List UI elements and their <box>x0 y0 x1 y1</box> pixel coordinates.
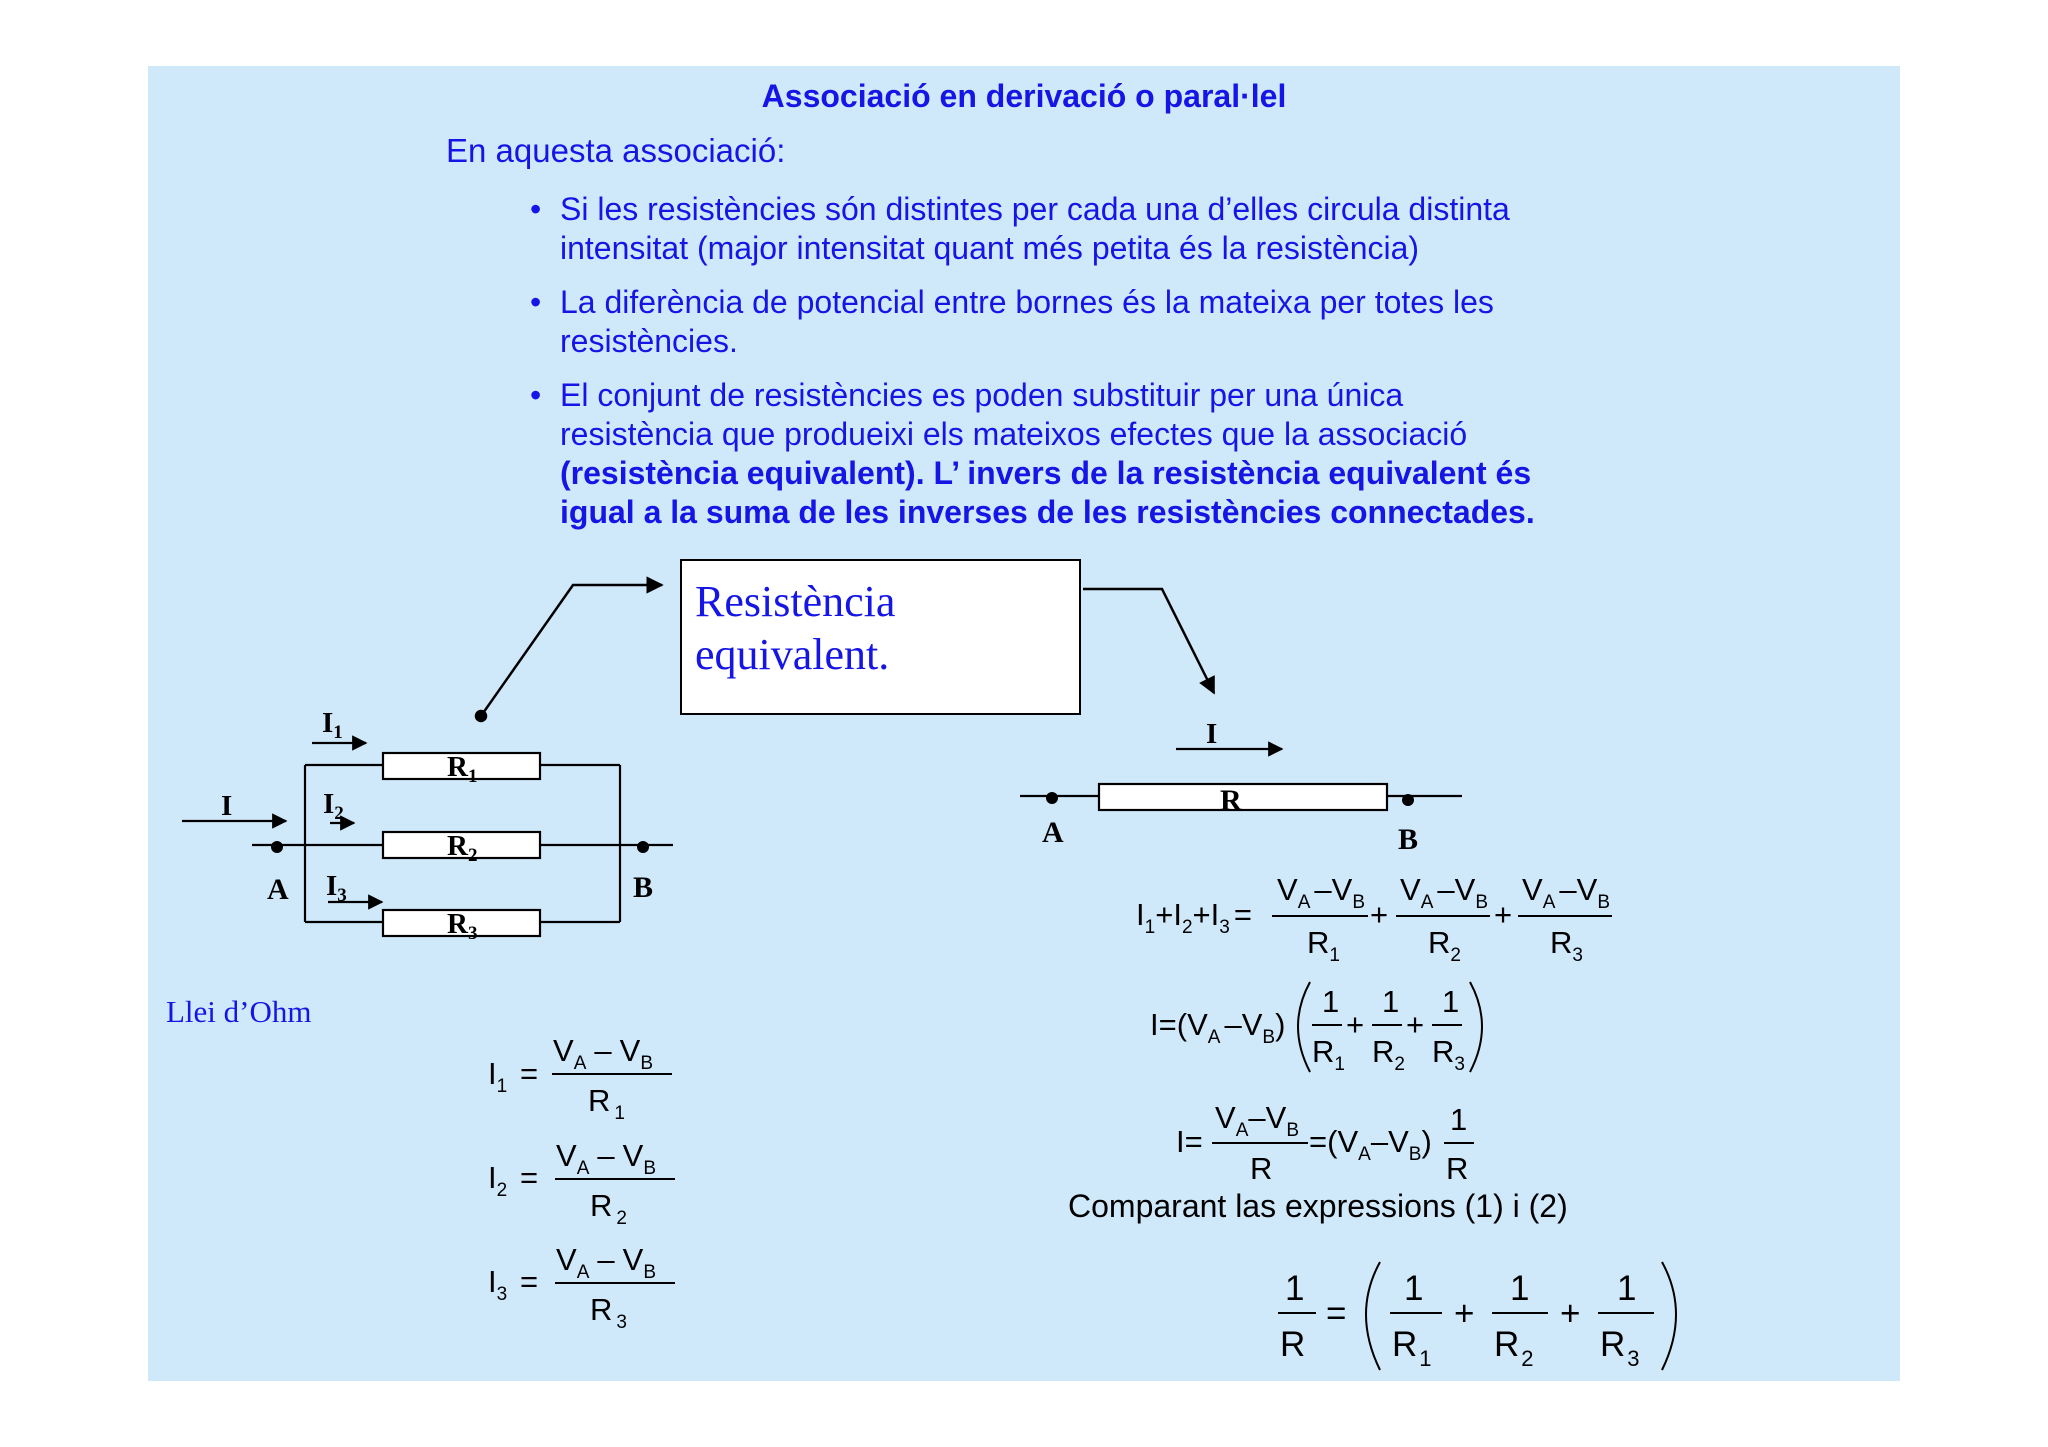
equivalent-circuit <box>1020 718 1462 856</box>
svg-text:I3: $I_3$ <box>488 1264 508 1305</box>
bullet-icon: • <box>530 191 542 227</box>
svg-text:+: + <box>1494 897 1513 932</box>
svg-text:R2: $R_2$ <box>1428 925 1461 966</box>
left-paren <box>1298 982 1310 1072</box>
connector-arrows <box>476 585 1214 721</box>
equation-ohm-equivalent <box>1176 1100 1474 1186</box>
bullet-line: intensitat (major intensitat quant més petita és la resistència) <box>560 230 1420 266</box>
svg-text:=: = <box>520 1264 539 1299</box>
svg-text:1: 1 <box>1285 1269 1305 1308</box>
svg-text:I2: $I_2$ <box>488 1160 508 1201</box>
equivalent-box-line: equivalent. <box>695 630 890 679</box>
current-label-1: $I_1$ <box>322 707 343 743</box>
node-a-label: A <box>1042 816 1064 849</box>
svg-text:VA–VB: $V_A-V_B$ <box>1215 1100 1299 1141</box>
derivation-equations <box>1136 872 1676 1371</box>
bullet-line: La diferència de potencial entre bornes és la mateixa per totes les <box>560 284 1494 320</box>
node-b-dot <box>637 841 649 853</box>
svg-text:R3: $R_3$ <box>1432 1034 1465 1075</box>
svg-text:VA–VB: $V_A - V_B$ <box>553 1033 653 1074</box>
bullet-icon: • <box>530 284 542 320</box>
current-label: I <box>1206 718 1218 750</box>
equation-current-factored <box>1150 982 1482 1075</box>
right-paren <box>1470 982 1482 1072</box>
svg-text:1: 1 <box>1382 984 1400 1019</box>
right-paren <box>1662 1262 1676 1370</box>
svg-text:1: 1 <box>1510 1269 1530 1308</box>
svg-text:R2: $R_2$ <box>1372 1034 1405 1075</box>
node-a-label: A <box>267 873 289 906</box>
node-b-label: B <box>633 871 654 904</box>
svg-text:R1: $R_1$ <box>1312 1034 1345 1075</box>
intro-text: En aquesta associació: <box>446 132 786 169</box>
svg-text:+: + <box>1454 1294 1475 1333</box>
resistor-label: $R_1$ <box>447 751 478 787</box>
svg-text:=: = <box>1326 1294 1347 1333</box>
svg-text:I1+I2+I3=: $I_1+I_2+I_3$ = <box>1136 897 1252 938</box>
resistor-r <box>1099 784 1387 810</box>
bullet-line: resistència que produeixi els mateixos efectes que la associació <box>560 416 1468 452</box>
svg-text:+: + <box>1346 1007 1365 1042</box>
bullet-line: Si les resistències són distintes per cada una d’elles circula distinta <box>560 191 1510 227</box>
svg-text:1: 1 <box>1322 984 1340 1019</box>
equation-i1 <box>488 1033 672 1124</box>
node-b-label: B <box>1398 823 1419 856</box>
ohm-equations <box>488 1033 675 1333</box>
node-b-dot <box>1402 794 1414 806</box>
svg-text:+: + <box>1560 1294 1581 1333</box>
svg-text:R1: R $_1$ <box>588 1083 625 1124</box>
bullet-icon: • <box>530 377 542 413</box>
equation-final <box>1278 1262 1676 1371</box>
resistor-label: R <box>1220 784 1242 817</box>
bullet-line-bold: (resistència equivalent). L’ invers de la resistència equivalent és <box>560 455 1532 491</box>
svg-text:R3: $R_3$ <box>1550 925 1583 966</box>
svg-text:R: R <box>1250 1151 1273 1186</box>
svg-text:=: = <box>520 1160 539 1195</box>
equation-i3 <box>488 1242 675 1333</box>
equation-sum-currents <box>1136 872 1612 966</box>
svg-text:VA–VB: $V_A - V_B$ <box>556 1138 656 1179</box>
svg-text:R2: R $_2$ <box>590 1188 627 1229</box>
parallel-circuit <box>182 707 673 944</box>
bullet-line: El conjunt de resistències es poden substituir per una única <box>560 377 1404 413</box>
svg-text:I1: $I_1$ <box>488 1056 508 1097</box>
current-label-3: $I_3$ <box>326 870 347 906</box>
node-a-dot <box>1046 792 1058 804</box>
bullet-line: resistències. <box>560 323 738 359</box>
equivalent-box-line: Resistència <box>695 577 896 626</box>
bullet-line-bold: igual a la suma de les inverses de les resistències connectades. <box>560 494 1535 530</box>
svg-text:1: 1 <box>1450 1102 1468 1137</box>
current-label-2: $I_2$ <box>323 788 344 824</box>
svg-text:VA–VB: $V_A$ $-V_B$ <box>1522 872 1610 913</box>
svg-text:R3: R $_3$ <box>590 1292 627 1333</box>
svg-text:R2: $R_2$ <box>1494 1325 1534 1371</box>
resistor-label: $R_3$ <box>447 908 478 944</box>
ohm-law-label: Llei d’Ohm <box>166 994 312 1029</box>
svg-text:VA–VB: $V_A$ $-V_B$ <box>1277 872 1365 913</box>
svg-text:VA–VB: $V_A - V_B$ <box>556 1242 656 1283</box>
svg-text:I=: I= <box>1176 1124 1203 1159</box>
svg-text:R: R <box>1446 1151 1469 1186</box>
svg-text:=: = <box>520 1056 539 1091</box>
svg-text:VA–VB: $V_A$ $-V_B$ <box>1400 872 1488 913</box>
arrow-from-box <box>1083 589 1214 693</box>
compare-text: Comparant las expressions (1) i (2) <box>1068 1188 1568 1224</box>
svg-text:1: 1 <box>1404 1269 1424 1308</box>
svg-text:1: 1 <box>1617 1269 1637 1308</box>
svg-text:1: 1 <box>1442 984 1460 1019</box>
current-label-main: I <box>221 790 233 822</box>
svg-text:=(VA–VB): $=(V_A-V_B)$ <box>1309 1124 1432 1165</box>
left-paren <box>1366 1262 1380 1370</box>
svg-text:R3: $R_3$ <box>1600 1325 1640 1371</box>
resistor-label: $R_2$ <box>447 830 478 866</box>
svg-text:R1: $R_1$ <box>1307 925 1340 966</box>
svg-text:I=(VA–VB): $I=(V_A$ $-V_B$) <box>1150 1007 1286 1048</box>
svg-text:R1: $R_1$ <box>1392 1325 1432 1371</box>
arrow-to-box <box>481 585 662 716</box>
svg-text:+: + <box>1370 897 1389 932</box>
slide-title: Associació en derivació o paral·lel <box>761 78 1287 114</box>
equation-i2 <box>488 1138 675 1229</box>
node-a-dot <box>271 841 283 853</box>
svg-text:R: R <box>1280 1325 1306 1364</box>
svg-text:+: + <box>1406 1007 1425 1042</box>
